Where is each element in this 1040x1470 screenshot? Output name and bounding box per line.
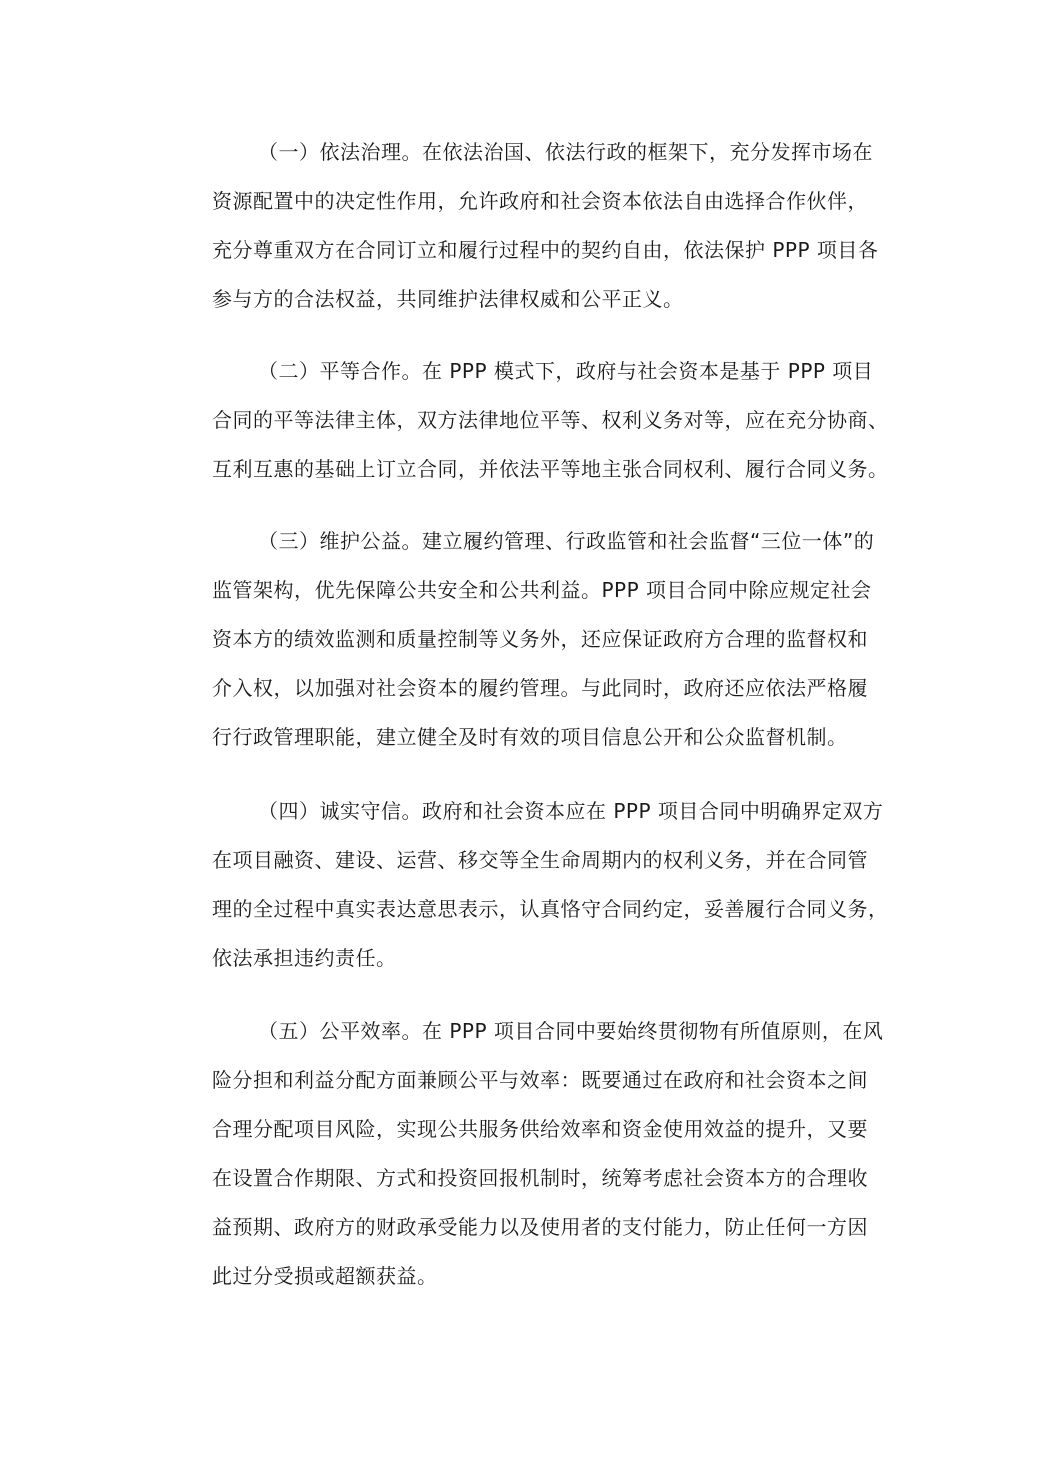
paragraph-public-interest (212, 517, 875, 762)
paragraph-line: 互利互惠的基础上订立合同，并依法平等地主张合同权利、履行合同义务。 (212, 457, 889, 481)
paragraph-line: 介入权，以加强对社会资本的履约管理。与此同时，政府还应依法严格履 (212, 676, 868, 700)
paragraph-line: 依法承担违约责任。 (212, 946, 397, 970)
paragraph-line: 在设置合作期限、方式和投资回报机制时，统筹考虑社会资本方的合理收 (212, 1166, 868, 1190)
paragraph-line: 在项目融资、建设、运营、移交等全生命周期内的权利义务，并在合同管 (212, 848, 868, 872)
paragraph-line: 理的全过程中真实表达意思表示，认真恪守合同约定，妥善履行合同义务， (212, 897, 889, 921)
paragraph-good-faith (212, 787, 889, 983)
paragraph-line: 参与方的合法权益，共同维护法律权威和公平正义。 (212, 287, 684, 311)
paragraph-line: 合同的平等法律主体，双方法律地位平等、权利义务对等，应在充分协商、 (212, 408, 889, 432)
paragraph-line: （二）平等合作。在 PPP 模式下，政府与社会资本是基于 PPP 项目 (258, 359, 874, 383)
paragraph-line: 充分尊重双方在合同订立和履行过程中的契约自由，依法保护 PPP 项目各 (212, 238, 879, 262)
paragraph-line: 益预期、政府方的财政承受能力以及使用者的支付能力，防止任何一方因 (212, 1215, 868, 1239)
paragraph-line: （五）公平效率。在 PPP 项目合同中要始终贯彻物有所值原则，在风 (258, 1019, 884, 1043)
paragraph-line: 此过分受损或超额获益。 (212, 1264, 438, 1288)
paragraph-line: （一）依法治理。在依法治国、依法行政的框架下，充分发挥市场在 (258, 140, 873, 164)
paragraph-line: 资源配置中的决定性作用，允许政府和社会资本依法自由选择合作伙伴， (212, 189, 868, 213)
paragraph-fairness-efficiency (212, 1007, 884, 1301)
paragraph-line: （三）维护公益。建立履约管理、行政监管和社会监督“三位一体”的 (258, 529, 875, 553)
paragraph-line: 资本方的绩效监测和质量控制等义务外，还应保证政府方合理的监督权和 (212, 627, 868, 651)
paragraph-rule-of-law (212, 128, 879, 324)
paragraph-equal-cooperation (212, 347, 889, 494)
paragraph-line: 合理分配项目风险，实现公共服务供给效率和资金使用效益的提升，又要 (212, 1117, 868, 1141)
paragraph-line: （四）诚实守信。政府和社会资本应在 PPP 项目合同中明确界定双方 (258, 799, 884, 823)
paragraph-line: 行行政管理职能，建立健全及时有效的项目信息公开和公众监督机制。 (212, 725, 848, 749)
paragraph-line: 险分担和利益分配方面兼顾公平与效率：既要通过在政府和社会资本之间 (212, 1068, 868, 1092)
paragraph-line: 监管架构，优先保障公共安全和公共利益。PPP 项目合同中除应规定社会 (212, 578, 872, 602)
